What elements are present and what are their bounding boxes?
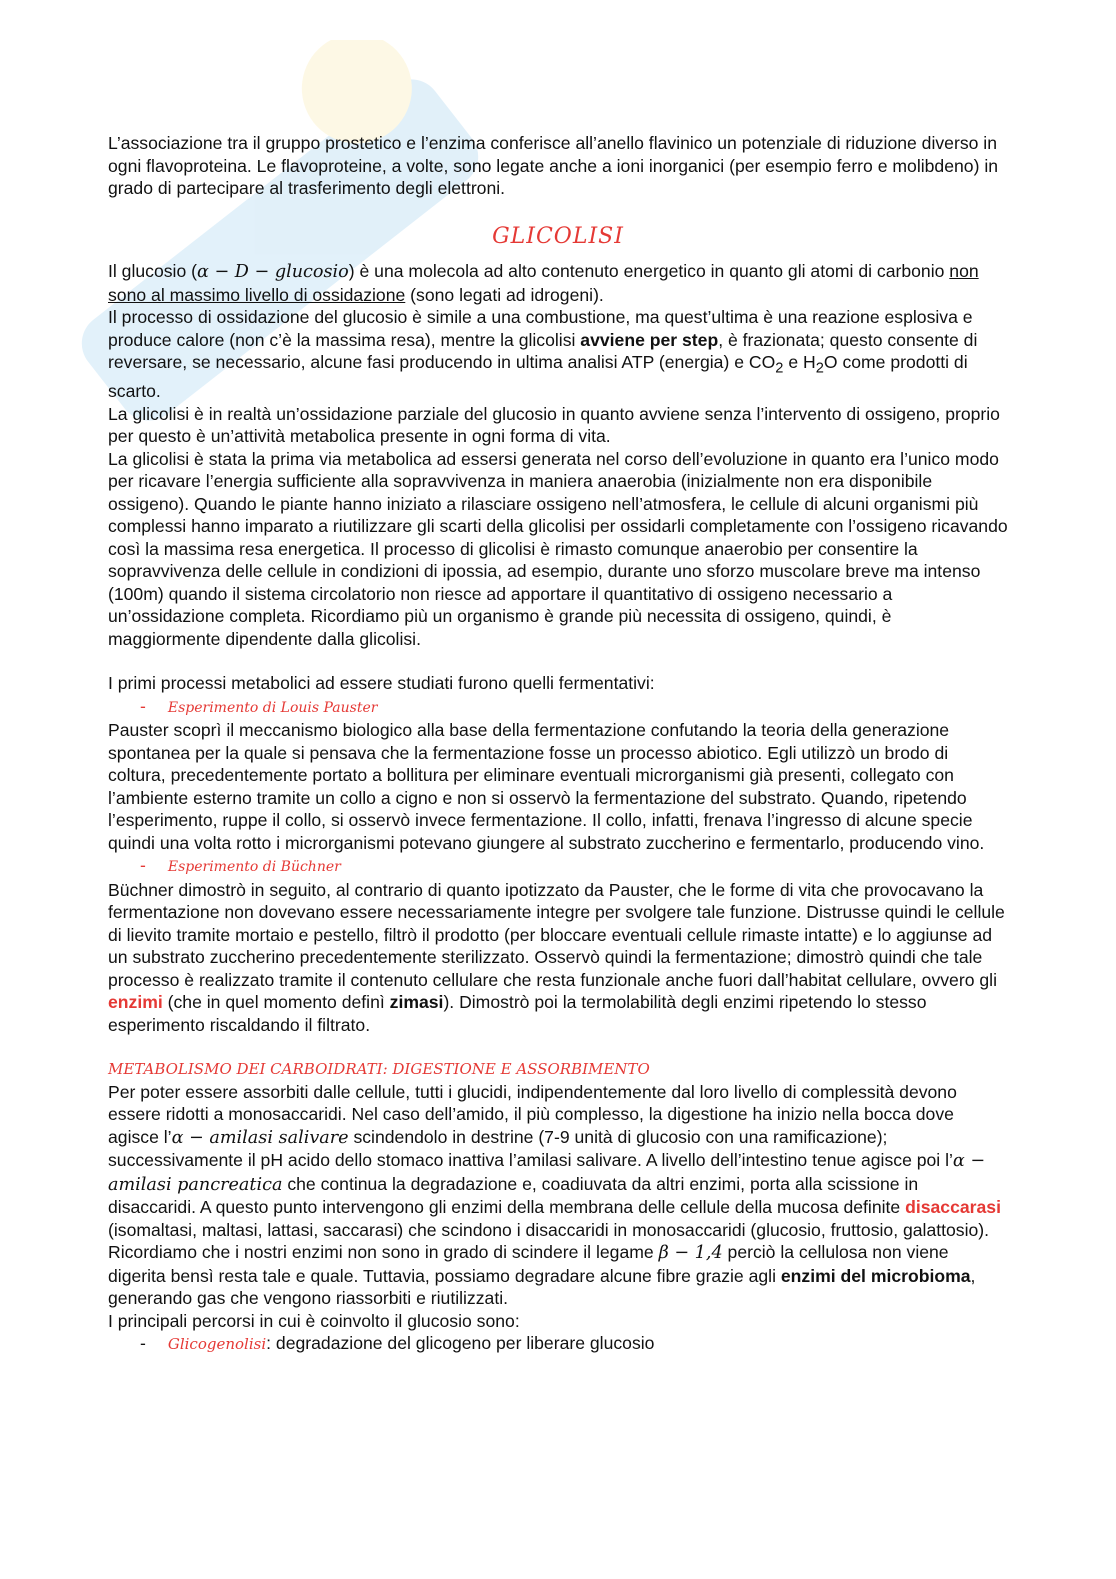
heading-glicolisi: GLICOLISI: [492, 223, 624, 249]
bullet-dash: -: [140, 695, 146, 716]
bullet-dash: -: [140, 855, 146, 876]
bullet-esperimento-buchner: [108, 854, 1008, 879]
document-page: [108, 132, 1008, 1356]
bullet-glicogenolisi: - Glicogenolisi: degradazione del glicogeno per liberare glucosio: [140, 1333, 655, 1354]
paragraph-processi-fermentativi: I primi processi metabolici ad essere studiati furono quelli fermentativi:: [108, 673, 655, 694]
math-beta-1-4: β − 1,4: [658, 1243, 723, 1264]
paragraph-glucosio: Il glucosio (α − D − glucosio) è una molecola ad alto contenuto energetico in quanto gli atomi di carbonio non sono al massimo livello di ossidazione (sono legati ad idrogeni).: [108, 261, 979, 305]
paragraph-buchner: Büchner dimostrò in seguito, al contrario di quanto ipotizzato da Pauster, che le forme di vita che provocavano la fermentazione non dovevano essere necessariamente integre per svolgere tale funzione. Distrusse quindi le cellule di lievito tramite mortaio e pestello, filtrò il prodotto (per bloccare eventuali cellule rimaste intatte) e lo aggiunse ad un substrato zuccherino precedentemente sterilizzato. Osservò quindi la fermentazione; dimostrò quindi che tale processo è realizzato tramite il contenuto cellulare che resta funzionale anche fuori dall’habitat cellulare, ovvero gli enzimi (che in quel momento definì zimasi). Dimostrò poi la termolabilità degli enzimi ripetendo lo stesso esperimento riscaldando il filtrato.: [108, 879, 1005, 1035]
underlined-ossidazione: non sono al massimo livello di ossidazione: [108, 261, 979, 305]
bold-avviene-per-step: avviene per step: [580, 329, 719, 350]
paragraph-evoluzione: La glicolisi è stata la prima via metabolica ad essersi generata nel corso dell’evoluzione in quanto era l’unico modo per ricavare l’energia sufficiente alla sopravvivenza in maniera anaerobia (inizialmente non era disponibile ossigeno). Quando le piante hanno iniziato a rilasciare ossigeno nell’atmosfera, le cellule di alcuni organismi più complessi hanno imparato a riutilizzare gli scarti della glicolisi per ossidarli completamente con l’ossigeno ricavando così la massima resa energetica. Il processo di glicolisi è rimasto comunque anaerobio per consentire la sopravvivenza delle cellule in condizioni di ipossia, ad esempio, durante uno sforzo muscolare breve ma intenso (100m) quando il sistema circolatorio non riesce ad apportare il quantitativo di ossigeno necessario a un’ossidazione completa. Ricordiamo più un organismo è grande più necessita di ossigeno, quindi, è maggiormente dipendente dalla glicolisi.: [108, 448, 1008, 649]
paragraph-cellulosa: Ricordiamo che i nostri enzimi non sono in grado di scindere il legame β − 1,4 perciò la cellulosa non viene digerita bensì resta tale e quale. Tuttavia, possiamo degradare alcune fibre grazie agli enzimi del microbioma, generando gas che vengono riassorbiti e riutilizzati.: [108, 1242, 976, 1309]
bold-zimasi: zimasi: [389, 992, 444, 1013]
bold-enzimi-microbioma: enzimi del microbioma: [780, 1265, 971, 1286]
bullet-dash: -: [140, 1333, 146, 1354]
subheading-pauster: Esperimento di Louis Pauster: [167, 699, 378, 716]
paragraph-pauster: Pauster scoprì il meccanismo biologico alla base della fermentazione confutando la teoria della generazione spontanea per la quale si pensava che la fermentazione fosse un processo abiotico. Egli utilizzò un brodo di coltura, precedentemente portato a bollitura per eliminare eventuali microrganismi già presenti, collegato con l’ambiente esterno tramite un collo a cigno e non si osservò la fermentazione del substrato. Quando, ripetendo l’esperimento, ruppe il collo, si osservò invece fermentazione. Il collo, infatti, frenava l’ingresso di alcune specie quindi una volta rotto i microrganismi potevano giungere al substrato zuccherino e fermentarlo, producendo vino.: [108, 720, 985, 853]
paragraph-percorsi-glucosio: I principali percorsi in cui è coinvolto il glucosio sono:: [108, 1310, 520, 1331]
heading-metabolismo-carboidrati: METABOLISMO DEI CARBOIDRATI: DIGESTIONE E ASSORBIMENTO: [108, 1060, 650, 1079]
bullet-esperimento-pauster: [108, 695, 1008, 720]
highlight-enzimi: enzimi: [108, 992, 163, 1013]
math-amilasi-salivare: α − amilasi salivare: [171, 1127, 349, 1148]
subheading-buchner: Esperimento di Büchner: [167, 859, 341, 876]
term-glicogenolisi: Glicogenolisi: [167, 1335, 267, 1354]
highlight-disaccarasi: disaccarasi: [905, 1197, 1001, 1218]
math-amilasi-pancreatica: α − amilasi pancreatica: [108, 1151, 986, 1195]
paragraph-ossidazione-parziale: La glicolisi è in realtà un’ossidazione parziale del glucosio in quanto avviene senza l’intervento di ossigeno, proprio per questo è un’attività metabolica presente in ogni forma di vita.: [108, 403, 1000, 447]
paragraph-ossidazione: Il processo di ossidazione del glucosio è simile a una combustione, ma quest’ultima è una reazione esplosiva e produce calore (non c’è la massima resa), mentre la glicolisi avviene per step, è frazionata; questo consente di reversare, se necessario, alcune fasi producendo in ultima analisi ATP (energia) e $CO_2$ e $H_2O$ come prodotti di scarto.: [108, 307, 978, 402]
math-alpha-d-glucosio: α − D − glucosio: [196, 262, 349, 282]
paragraph-flavoproteine: L’associazione tra il gruppo prostetico e l’enzima conferisce all’anello flavinico un potenziale di riduzione diverso in ogni flavoproteina. Le flavoproteine, a volte, sono legate anche a ioni inorganici (per esempio ferro e molibdeno) in grado di partecipare al trasferimento degli elettroni.: [108, 133, 999, 198]
paragraph-digestione: Per poter essere assorbiti dalle cellule, tutti i glucidi, indipendentemente dal loro livello di complessità devono essere ridotti a monosaccaridi. Nel caso dell’amido, il più complesso, la digestione ha inizio nella bocca dove agisce l’α − amilasi salivare scindendolo in destrine (7-9 unità di glucosio con una ramificazione); successivamente il pH acido dello stomaco inattiva l’amilasi salivare. A livello dell’intestino tenue agisce poi l’α − amilasi pancreatica che continua la degradazione e, coadiuvata da altri enzimi, porta alla scissione in disaccaridi. A questo punto intervengono gli enzimi della membrana delle cellule della mucosa definite disaccarasi (isomaltasi, maltasi, lattasi, saccarasi) che scindono i disaccaridi in monosaccaridi (glucosio, fruttosio, galattosio).: [108, 1081, 1001, 1240]
